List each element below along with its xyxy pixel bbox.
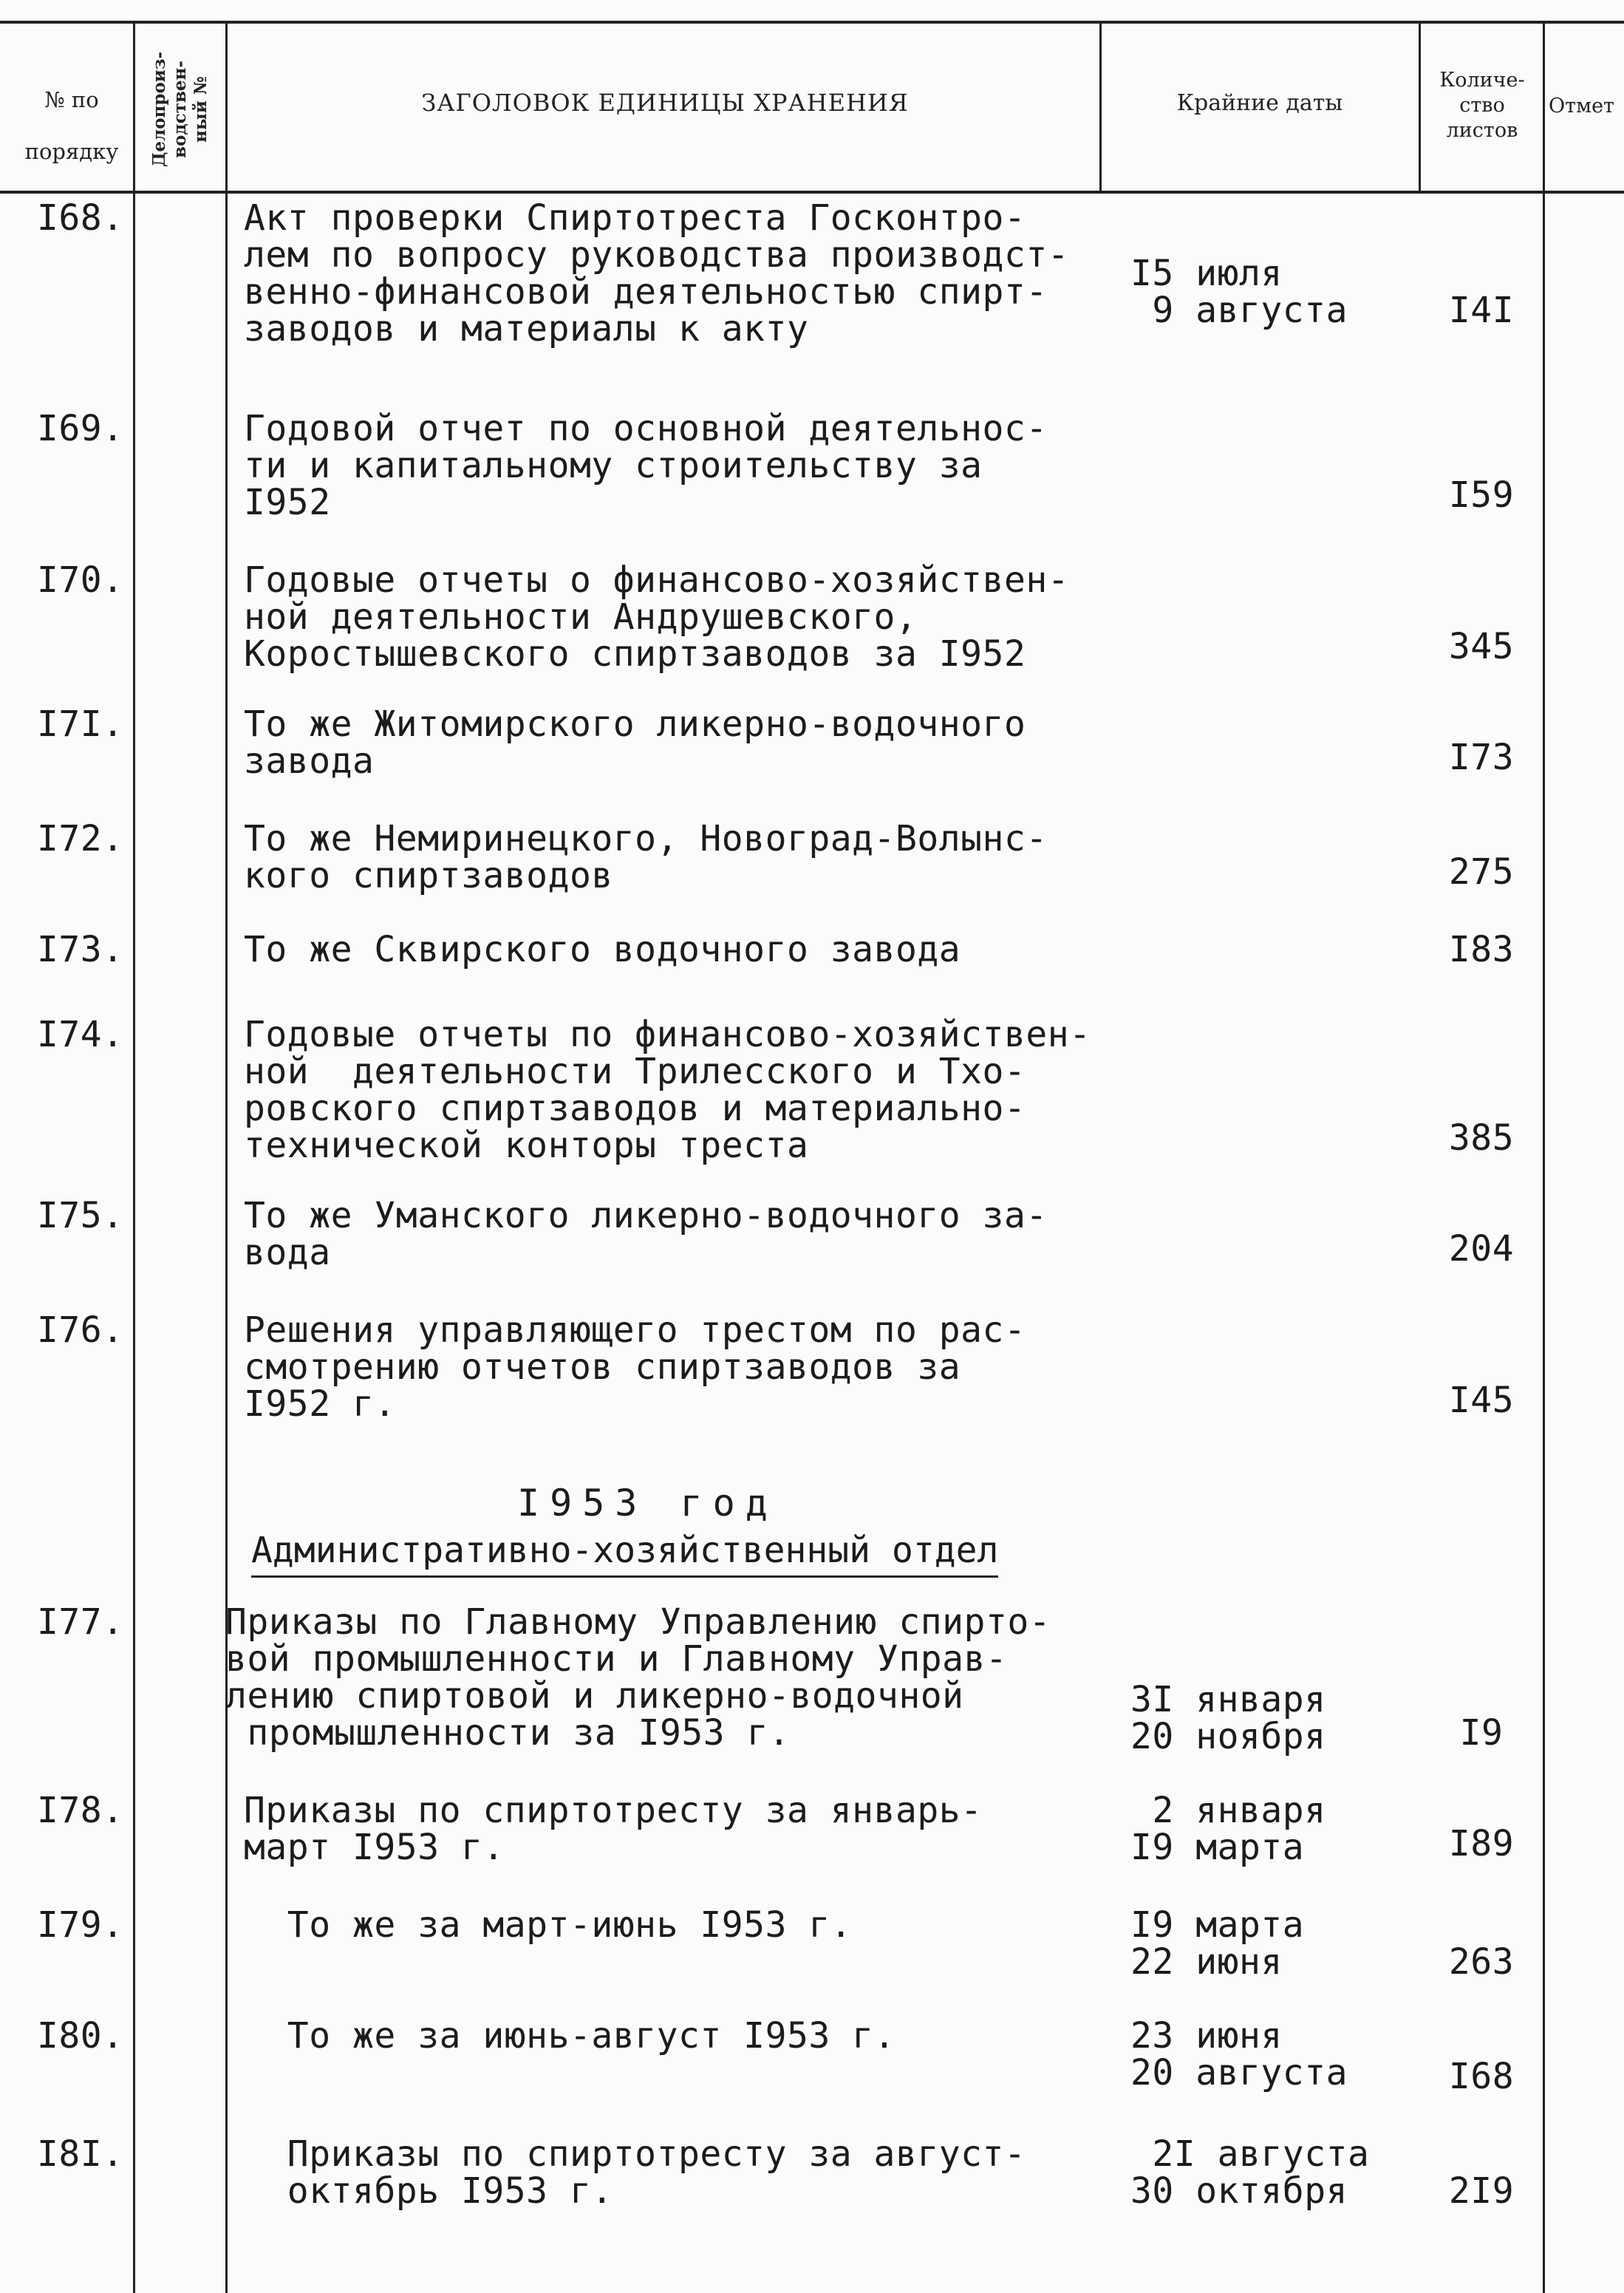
header-title: ЗАГОЛОВОК ЕДИНИЦЫ ХРАНЕНИЯ xyxy=(421,89,909,117)
row-title xyxy=(225,1601,1051,1754)
row-title-line: венно-финансовой деятельностью спирт- xyxy=(244,271,1048,313)
header-notes: Отмет xyxy=(1549,95,1614,117)
header-number xyxy=(16,74,127,177)
header-count xyxy=(1420,68,1544,143)
row-dates xyxy=(1130,1792,1326,1866)
row-number: I77. xyxy=(37,1601,124,1643)
row-title-line: завода xyxy=(244,740,375,782)
row-number: I68. xyxy=(37,197,124,239)
row-number: I79. xyxy=(37,1904,124,1946)
col-divider-2 xyxy=(225,22,228,2293)
row-title-line: вода xyxy=(244,1232,331,1273)
row-sheet-count: I73 xyxy=(1448,737,1515,778)
col-divider-5 xyxy=(1543,22,1545,2293)
row-title-line: Приказы по спиртотресту за август- xyxy=(244,2133,1026,2175)
row-title xyxy=(244,410,1048,521)
row-title-line: Решения управляющего трестом по рас- xyxy=(244,1309,1026,1351)
row-dates xyxy=(1130,2133,1370,2212)
row-sheet-count: 2I9 xyxy=(1448,2170,1515,2212)
row-title xyxy=(244,559,1070,675)
row-date-end: 20 ноября xyxy=(1130,1716,1326,1757)
row-number: I69. xyxy=(37,408,124,449)
row-title xyxy=(244,1016,1091,1164)
row-number: I7I. xyxy=(37,703,124,745)
row-title-line: промышленности за I953 г. xyxy=(225,1712,791,1754)
header-office-line1: Делопроиз- xyxy=(149,51,169,168)
row-title-line: ровского спиртзаводов и материально- xyxy=(244,1088,1026,1129)
row-sheet-count: I89 xyxy=(1448,1823,1515,1864)
row-title-line: То же за март-июнь I953 г. xyxy=(244,1904,853,1946)
row-sheet-count: I45 xyxy=(1448,1380,1515,1421)
row-sheet-count: 385 xyxy=(1448,1117,1515,1159)
row-title-line: кого спиртзаводов xyxy=(244,855,613,896)
row-sheet-count: 263 xyxy=(1448,1941,1515,1983)
row-title-line: ной деятельности Трилесского и Тхо- xyxy=(244,1051,1026,1092)
header-number-line1: № по xyxy=(44,87,99,112)
row-title xyxy=(244,1904,853,1946)
row-title xyxy=(244,703,1026,782)
row-title-line: То же за июнь-август I953 г. xyxy=(244,2015,895,2057)
row-sheet-count: I9 xyxy=(1459,1712,1504,1754)
row-sheet-count: 275 xyxy=(1448,851,1515,893)
section-department: Административно-хозяйственный отдел xyxy=(251,1530,998,1578)
row-number: I80. xyxy=(37,2015,124,2057)
row-date-end: 20 августа xyxy=(1130,2052,1348,2093)
row-number: I8I. xyxy=(37,2133,124,2175)
row-date-end: 30 октября xyxy=(1130,2170,1348,2212)
row-title-line: смотрению отчетов спиртзаводов за xyxy=(244,1346,961,1388)
row-title-line: октябрь I953 г. xyxy=(244,2170,613,2212)
row-title-line: То же Сквирского водочного завода xyxy=(244,929,961,970)
row-title xyxy=(244,820,1048,894)
row-number: I70. xyxy=(37,559,124,601)
row-title xyxy=(244,931,961,968)
row-title-line: ной деятельности Андрушевского, xyxy=(244,596,918,638)
row-dates xyxy=(1130,1904,1305,1983)
row-title xyxy=(244,2015,895,2057)
row-date-start: 2I августа xyxy=(1130,2133,1370,2175)
row-sheet-count: I68 xyxy=(1448,2056,1515,2097)
row-number: I73. xyxy=(37,929,124,970)
header-office-line3: ный № xyxy=(191,76,211,143)
row-date-end: I9 марта xyxy=(1130,1827,1305,1868)
row-title-line: Приказы по спиртотресту за январь- xyxy=(244,1790,983,1831)
row-title-line: март I953 г. xyxy=(244,1827,505,1868)
row-title-line: лем по вопросу руководства производст- xyxy=(244,234,1070,276)
section-year: I953 год xyxy=(517,1482,778,1524)
row-title-line: заводов и материалы к акту xyxy=(244,308,809,350)
row-number: I74. xyxy=(37,1014,124,1055)
row-title-line: То же Немиринецкого, Новоград-Волынс- xyxy=(244,818,1048,859)
header-count-line3: листов xyxy=(1446,119,1518,142)
header-count-line2: ство xyxy=(1459,94,1505,117)
row-dates xyxy=(1130,255,1348,329)
row-title-line: Приказы по Главному Управлению спирто- xyxy=(225,1601,1051,1643)
row-date-start: 3I января xyxy=(1130,1679,1326,1720)
row-sheet-count: 345 xyxy=(1448,626,1515,667)
row-sheet-count: I83 xyxy=(1448,929,1515,970)
row-date-end: 22 июня xyxy=(1130,1941,1283,1983)
header-number-line2: порядку xyxy=(24,139,119,164)
row-title-line: ти и капитальному строительству за xyxy=(244,445,983,486)
row-number: I78. xyxy=(37,1790,124,1831)
row-title-line: Годовые отчеты по финансово-хозяйствен- xyxy=(244,1014,1091,1055)
row-date-start: I9 марта xyxy=(1130,1904,1305,1946)
row-title xyxy=(244,2133,1026,2212)
row-title-line: Годовой отчет по основной деятельнос- xyxy=(244,408,1048,449)
row-dates xyxy=(1130,1681,1326,1755)
row-title-line: То же Житомирского ликерно-водочного xyxy=(244,703,1026,745)
row-title-line: Акт проверки Спиртотреста Госконтро- xyxy=(244,197,1026,239)
row-title-line: Коростышевского спиртзаводов за I952 xyxy=(244,633,1026,675)
row-title xyxy=(244,1309,1026,1425)
header-office-number xyxy=(136,35,225,183)
row-sheet-count: I59 xyxy=(1448,474,1515,516)
row-title xyxy=(244,197,1070,350)
row-title-line: лению спиртовой и ликерно-водочной xyxy=(225,1675,964,1717)
row-number: I75. xyxy=(37,1195,124,1236)
row-title-line: Годовые отчеты о финансово-хозяйствен- xyxy=(244,559,1070,601)
row-date-end: 9 августа xyxy=(1130,290,1348,331)
row-title xyxy=(244,1792,983,1866)
row-title-line: вой промышленности и Главному Управ- xyxy=(225,1638,1008,1680)
row-sheet-count: 204 xyxy=(1448,1228,1515,1270)
row-title xyxy=(244,1197,1048,1271)
row-number: I72. xyxy=(37,818,124,859)
row-title-line: I952 xyxy=(244,482,331,523)
row-sheet-count: I4I xyxy=(1448,290,1515,331)
header-count-line1: Количе- xyxy=(1439,69,1525,92)
row-date-start: 23 июня xyxy=(1130,2015,1283,2057)
row-title-line: То же Уманского ликерно-водочного за- xyxy=(244,1195,1048,1236)
row-title-line: I952 г. xyxy=(244,1383,396,1425)
row-number: I76. xyxy=(37,1309,124,1351)
row-title-line: технической конторы треста xyxy=(244,1125,809,1166)
row-date-start: I5 июля xyxy=(1130,253,1283,294)
col-divider-1 xyxy=(133,22,135,2293)
row-dates xyxy=(1130,2017,1348,2091)
header-dates: Крайние даты xyxy=(1176,90,1343,116)
row-date-start: 2 января xyxy=(1130,1790,1326,1831)
top-rule xyxy=(0,21,1624,24)
header-office-line2: водствен- xyxy=(170,61,190,158)
header-bottom-rule xyxy=(0,191,1624,194)
